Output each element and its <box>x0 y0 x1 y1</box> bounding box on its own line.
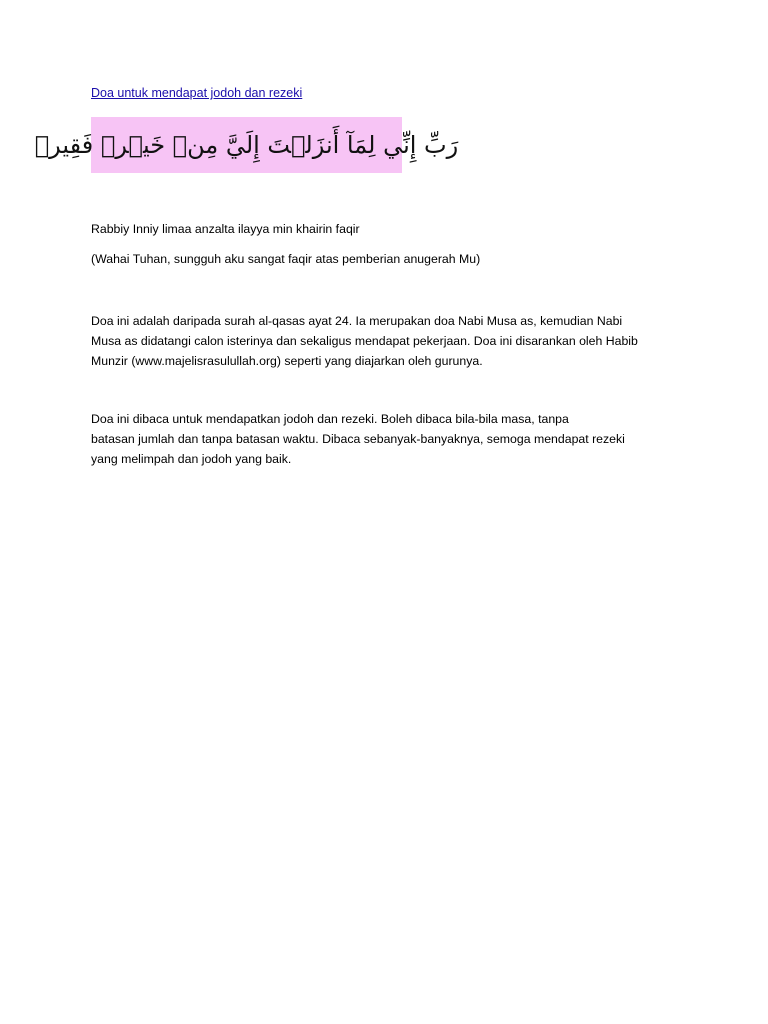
arabic-verse-text: رَبِّ إِنِّي لِمَآ أَنزَلۡتَ إِلَيَّ مِنۡ خَيۡرٖ فَقِيرٞ <box>34 131 459 159</box>
usage-line: batasan jumlah dan tanpa batasan waktu. Dibaca sebanyak-banyaknya, semoga mendapat rezeki <box>91 432 625 446</box>
source-line: Musa as didatangi calon isterinya dan sekaligus mendapat pekerjaan. Doa ini disarankan oleh Habib <box>91 334 638 348</box>
source-line: Munzir (www.majelisrasulullah.org) seperti yang diajarkan oleh gurunya. <box>91 354 483 368</box>
transliteration-text: Rabbiy Inniy limaa anzalta ilayya min khairin faqir <box>91 222 360 236</box>
source-line: Doa ini adalah daripada surah al-qasas ayat 24. Ia merupakan doa Nabi Musa as, kemudian Nabi <box>91 314 623 328</box>
translation-text: (Wahai Tuhan, sungguh aku sangat faqir atas pemberian anugerah Mu) <box>91 252 481 266</box>
usage-line: Doa ini dibaca untuk mendapatkan jodoh dan rezeki. Boleh dibaca bila-bila masa, tanpa <box>91 412 569 426</box>
usage-paragraph <box>91 409 681 469</box>
title-link[interactable]: Doa untuk mendapat jodoh dan rezeki <box>91 86 303 100</box>
source-paragraph <box>91 311 681 371</box>
usage-line: yang melimpah dan jodoh yang baik. <box>91 452 292 466</box>
arabic-verse-image <box>34 117 459 173</box>
